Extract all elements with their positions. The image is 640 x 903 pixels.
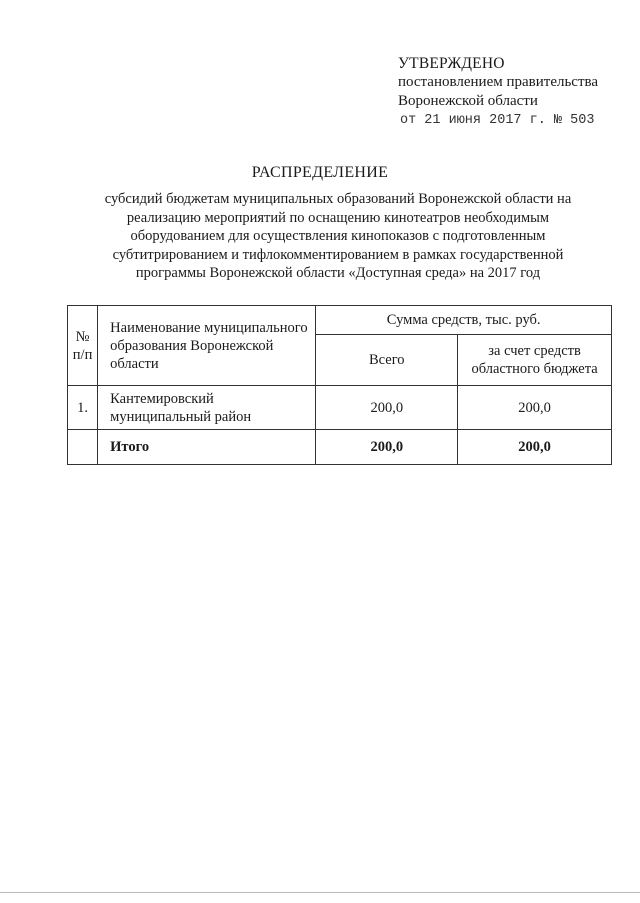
footer-number bbox=[68, 430, 98, 465]
subtitle-line: оборудованием для осуществления кинопоказов с подготовленным bbox=[130, 228, 546, 245]
header-name: Наименование муниципального образования Воронежской области bbox=[98, 306, 316, 386]
footer-regional: 200,0 bbox=[458, 430, 612, 465]
subtitle-line: субсидий бюджетам муниципальных образований Воронежской области на bbox=[104, 191, 572, 207]
scan-edge-line bbox=[0, 892, 640, 893]
approval-line-2: Воронежской области bbox=[398, 93, 538, 109]
row-regional: 200,0 bbox=[458, 386, 612, 430]
subtitle-line: субтитрированием и тифлокомментированием в рамках государственной bbox=[112, 246, 564, 263]
document-subtitle bbox=[88, 190, 588, 283]
footer-name: Итого bbox=[98, 430, 316, 465]
footer-total: 200,0 bbox=[316, 430, 458, 465]
document-title: РАСПРЕДЕЛЕНИЕ bbox=[251, 164, 389, 181]
distribution-table bbox=[67, 305, 612, 465]
row-name: Кантемировский муниципальный район bbox=[98, 386, 316, 430]
approval-date-stamp: от 21 июня 2017 г. № 503 bbox=[400, 113, 595, 128]
approval-block bbox=[398, 54, 634, 130]
approval-line-1: постановлением правительства bbox=[398, 74, 599, 90]
header-number: № п/п bbox=[68, 306, 98, 386]
header-regional: за счет средств областного бюджета bbox=[458, 335, 612, 386]
table-footer-row bbox=[68, 430, 612, 465]
row-total: 200,0 bbox=[316, 386, 458, 430]
approval-heading: УТВЕРЖДЕНО bbox=[398, 55, 505, 72]
header-total: Всего bbox=[316, 335, 458, 386]
table-row bbox=[68, 386, 612, 430]
row-number: 1. bbox=[68, 386, 98, 430]
subtitle-line: программы Воронежской области «Доступная среда» на 2017 год bbox=[135, 265, 541, 282]
table-header-row bbox=[68, 306, 612, 335]
header-sum-group: Сумма средств, тыс. руб. bbox=[316, 306, 612, 335]
subtitle-line: реализацию мероприятий по оснащению кинотеатров необходимым bbox=[126, 209, 550, 226]
